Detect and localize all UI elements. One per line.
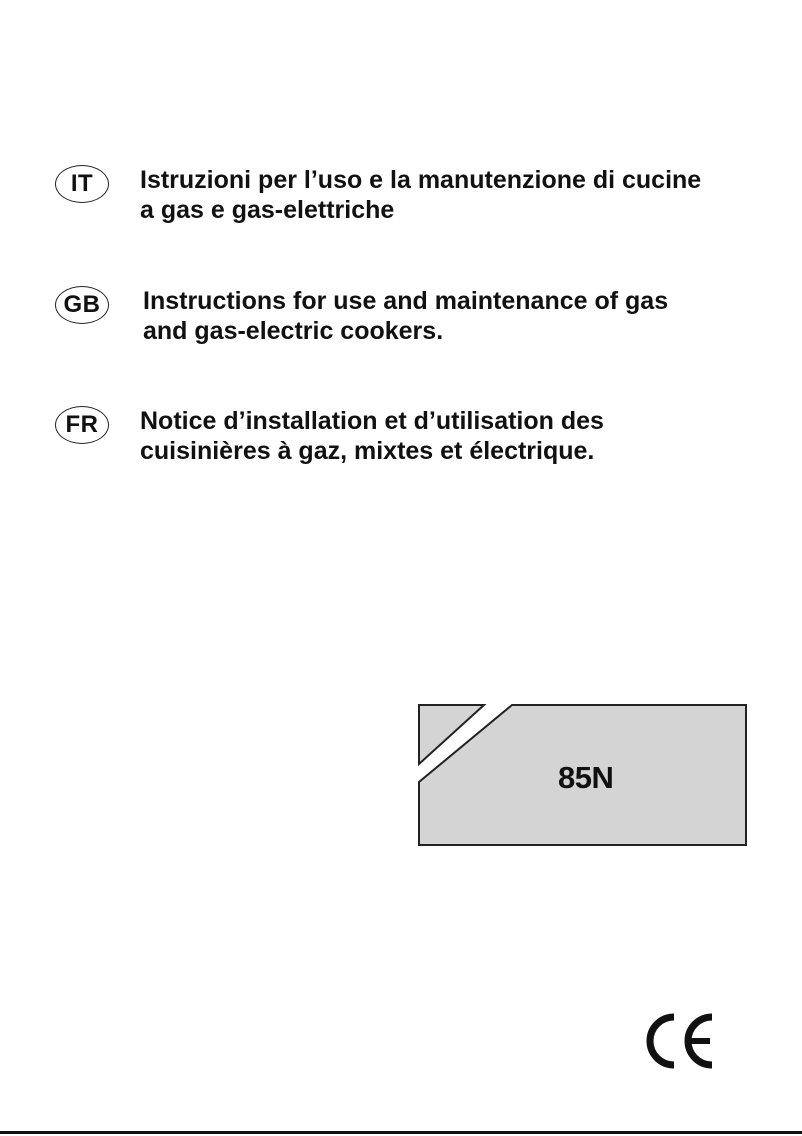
- model-box: [418, 704, 747, 846]
- section-title-it: [140, 165, 760, 225]
- title-line: Notice d’installation et d’utilisation des: [140, 407, 604, 435]
- language-badge-it: IT: [55, 165, 109, 203]
- model-number: 85N: [558, 760, 614, 795]
- title-line: a gas e gas-elettriche: [140, 196, 395, 224]
- title-line: cuisinières à gaz, mixtes et électrique.: [140, 437, 595, 465]
- bottom-rule: [0, 1131, 802, 1134]
- title-line: Istruzioni per l’uso e la manutenzione di cucine: [140, 166, 702, 194]
- title-line: Instructions for use and maintenance of gas: [143, 287, 669, 315]
- title-line: and gas-electric cookers.: [143, 317, 444, 345]
- section-title-gb: [143, 286, 763, 346]
- language-badge-gb: GB: [55, 286, 109, 324]
- ce-mark-icon: [640, 1013, 718, 1069]
- section-title-fr: [140, 406, 760, 466]
- language-badge-fr: FR: [55, 406, 109, 444]
